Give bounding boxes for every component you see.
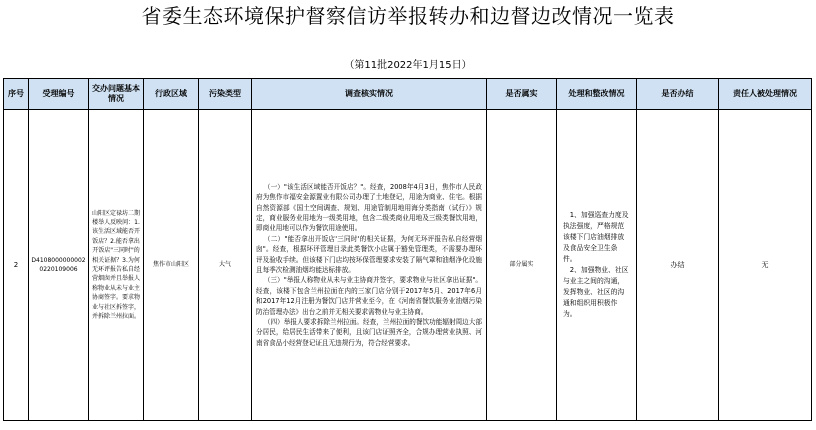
header-index: 序号: [4, 79, 29, 110]
cell-case-no: D41080000000020220109006: [29, 110, 89, 421]
cell-handling: [557, 110, 637, 421]
header-case-no: 受理编号: [29, 79, 89, 110]
report-table: [3, 78, 812, 421]
investigation-paragraph: （四）举报人要求拆除兰州拉面。经查，兰州拉面的餐饮功能辐射周边大部分居民，给居民生活带来了便利，且该门店证照齐全，合规办理营业执照、河南省食品小经营登记证且无违规行为，符合经营要求。: [256, 318, 482, 347]
header-handling: 处理和整改情况: [557, 79, 637, 110]
investigation-paragraph: （一）"该生活区域能否开饭店？"。经查，2008年4月3日，焦作市人民政府为焦作市福安金源置业有限公司办理了土地登记，用途为商业、住宅。根据自然资源部《国土空间调查、规划、用途管制用地用海分类指南（试行）》规定，商业服务业用地为一级类用地，包含二级类商业用地及三级类餐饮用地，即商业用地可以作为餐饮用途使用。: [256, 182, 482, 233]
cell-accountability: 无: [719, 110, 812, 421]
header-issue: 交办问题基本情况: [89, 79, 144, 110]
header-pollution-type: 污染类型: [199, 79, 252, 110]
investigation-paragraph: （二）"能否拿出开饭店'三同时'的相关证据，为何无环评报告私自经营烟囱"。经查，根据环评管理目录此类餐饮小店属于豁免管理类，不需要办理环评及验收手续。但该楼下门店均按环保管理要求安装了隔气罩和油烟净化设施且每季次检测油烟均能达标排放。: [256, 234, 482, 274]
header-district: 行政区域: [144, 79, 199, 110]
cell-investigation: [252, 110, 487, 421]
cell-closed: 办结: [637, 110, 719, 421]
cell-district: 焦作市山阳区: [144, 110, 199, 421]
header-investigation: 调查核实情况: [252, 79, 487, 110]
header-closed: 是否办结: [637, 79, 719, 110]
document-title: 省委生态环境保护督察信访举报转办和边督边改情况一览表: [141, 4, 675, 28]
header-verified: 是否属实: [487, 79, 557, 110]
batch-subtitle: （第11批2022年1月15日）: [344, 60, 472, 71]
cell-issue: 山阳区定禄坊二期楼举人反映问：1.该生活区域能否开饭店？2.能否拿出开饭店"三同时"的相关证据？3.为何无环评报告私自经营烟囱并且举报人称物业从未与业主协商签字。要求物业与社区拆签字，并拆除兰州拉面。: [89, 110, 144, 421]
investigation-paragraph: （三）"举报人称物业从未与业主协商并签字，要求物业与社区拿出证据"。经查，该楼下包含兰州拉面在内的三家门店分别于2017年5月、2017年6月和2017年12月注册为餐饮门店并营业至今，在《河南省餐饮服务业油烟污染防治管理办法》出台之前并无相关要求需物业与业主协商。: [256, 276, 482, 316]
header-accountability: 责任人被处理情况: [719, 79, 812, 110]
handling-item: 2、加强物业、社区与业主之间的沟通，发挥物业、社区的沟通和组织用积极作为。: [563, 266, 629, 318]
table-row: [4, 110, 812, 421]
header-row: [4, 79, 812, 110]
cell-pollution-type: 大气: [199, 110, 252, 421]
handling-item: 1、加强巡查力度及执法强度，严格规范该楼下门店油烟排放及食品安全卫生条件。: [563, 211, 629, 263]
cell-verified: 部分属实: [487, 110, 557, 421]
cell-index: 2: [4, 110, 29, 421]
